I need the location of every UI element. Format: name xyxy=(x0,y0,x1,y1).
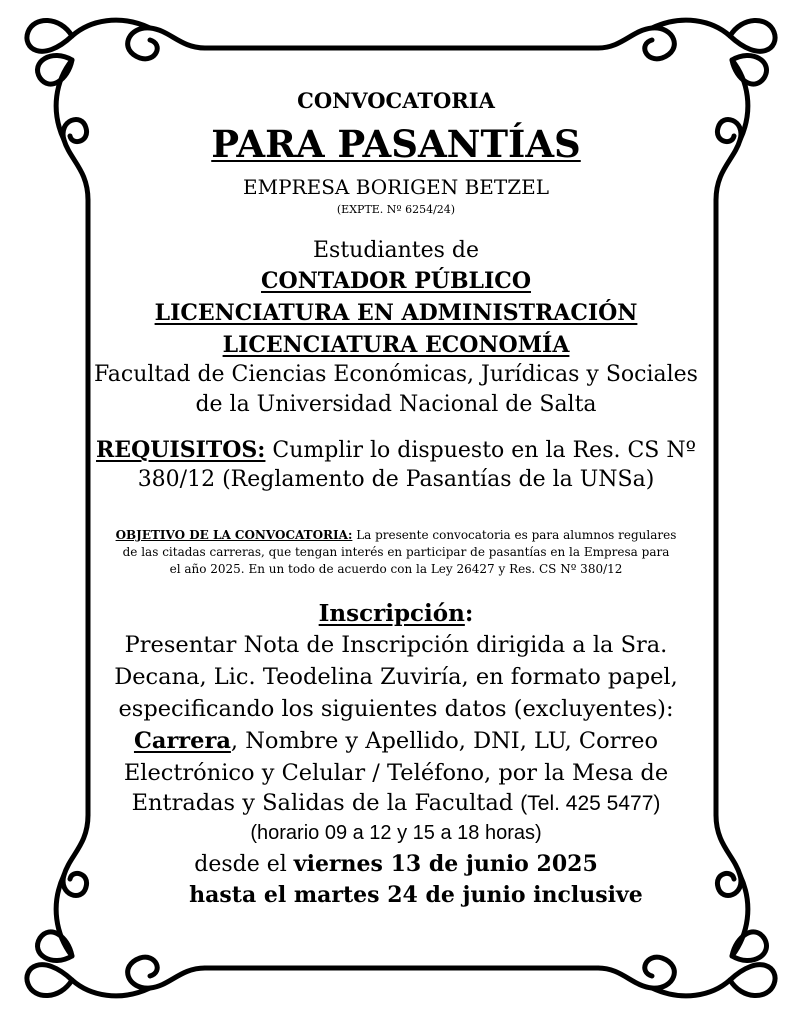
objective-line-1 xyxy=(0,528,792,542)
registration-hours: (horario 09 a 12 y 15 a 18 horas) xyxy=(250,822,542,844)
registration-line-6 xyxy=(0,790,792,816)
registration-until: hasta el martes 24 de junio inclusive xyxy=(189,882,643,908)
objective-label: OBJETIVO DE LA CONVOCATORIA: xyxy=(115,528,353,542)
registration-phone: (Tel. 425 5477) xyxy=(520,792,661,815)
page-title: PARA PASANTÍAS xyxy=(211,122,581,166)
registration-line-5: Electrónico y Celular / Teléfono, por la Mesa de xyxy=(123,760,669,786)
registration-heading xyxy=(0,600,792,627)
faculty-line-1: Facultad de Ciencias Económicas, Jurídicas y Sociales xyxy=(94,362,698,387)
registration-line-4 xyxy=(0,728,792,754)
registration-from-date: viernes 13 de junio 2025 xyxy=(293,851,598,877)
registration-heading-colon: : xyxy=(464,600,474,627)
objective-line-3: el año 2025. En un todo de acuerdo con la Ley 26427 y Res. CS Nº 380/12 xyxy=(169,562,623,576)
registration-heading-word: Inscripción xyxy=(318,600,465,627)
career-economia: LICENCIATURA ECONOMÍA xyxy=(222,332,570,358)
career-administracion: LICENCIATURA EN ADMINISTRACIÓN xyxy=(154,300,638,326)
audience-intro: Estudiantes de xyxy=(312,238,479,263)
registration-carrera: Carrera xyxy=(133,728,231,754)
registration-line-6-text: Entradas y Salidas de la Facultad xyxy=(131,790,521,816)
registration-line-2: Decana, Lic. Teodelina Zuviría, en formato papel, xyxy=(114,664,678,690)
requirements-label: REQUISITOS: xyxy=(96,437,266,463)
objective-line-2: de las citadas carreras, que tengan interés en participar de pasantías en la Empresa para xyxy=(122,545,670,559)
registration-line-3: especificando los siguientes datos (excluyentes): xyxy=(118,696,674,722)
career-contador: CONTADOR PÚBLICO xyxy=(261,268,531,294)
faculty-line-2: de la Universidad Nacional de Salta xyxy=(195,392,597,417)
requirements-text: Cumplir lo dispuesto en la Res. CS Nº xyxy=(265,438,696,463)
file-reference: (EXPTE. Nº 6254/24) xyxy=(336,203,456,216)
company-name: EMPRESA BORIGEN BETZEL xyxy=(243,175,549,199)
registration-line-4-rest: , Nombre y Apellido, DNI, LU, Correo xyxy=(230,728,659,754)
registration-from xyxy=(0,851,792,877)
registration-from-prefix: desde el xyxy=(194,852,294,877)
objective-text-1: La presente convocatoria es para alumnos regulares xyxy=(352,528,677,542)
registration-line-1: Presentar Nota de Inscripción dirigida a la Sra. xyxy=(124,632,668,658)
kicker-heading: CONVOCATORIA xyxy=(297,88,495,113)
requirements-line-1 xyxy=(0,437,792,463)
requirements-line-2: 380/12 (Reglamento de Pasantías de la UNSa) xyxy=(137,467,655,492)
